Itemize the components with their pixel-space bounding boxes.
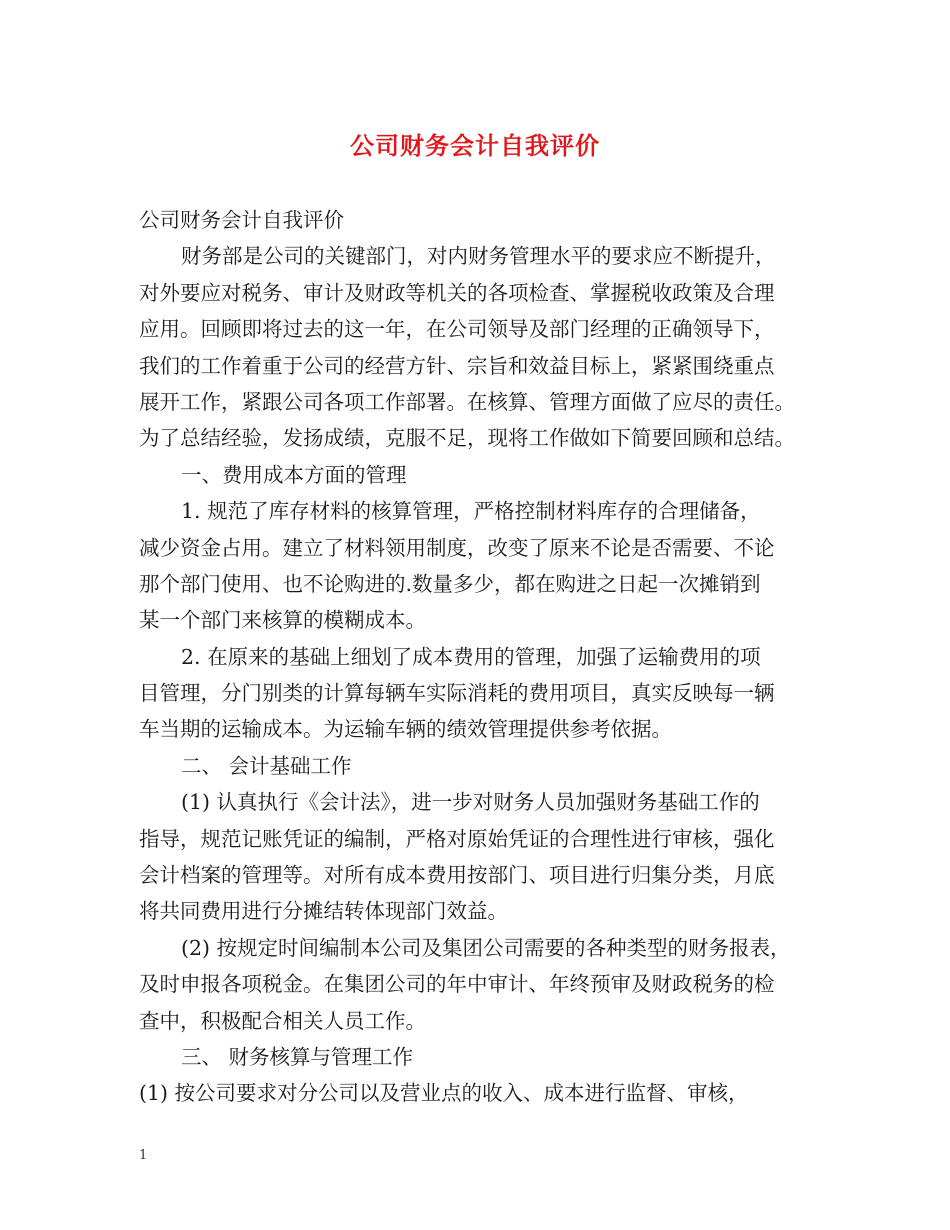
text-line: 应用。回顾即将过去的这一年，在公司领导及部门经理的正确领导下， [139,317,775,342]
text-line: 查中，积极配合相关人员工作。 [139,1008,426,1033]
page-number: 1 [139,1148,148,1163]
text-line: 减少资金占用。建立了材料领用制度，改变了原来不论是否需要、不论 [139,535,775,560]
text-line: (1) 按公司要求对分公司以及营业点的收入、成本进行监督、审核， [139,1081,749,1106]
text-line: 为了总结经验，发扬成绩，克服不足，现将工作做如下简要回顾和总结。 [139,426,795,451]
text-line: 及时申报各项税金。在集团公司的年中审计、年终预审及财政税务的检 [139,972,775,997]
text-line: 指导，规范记账凭证的编制，严格对原始凭证的合理性进行审核，强化 [139,826,775,851]
section-heading: 三、 财务核算与管理工作 [181,1044,414,1069]
text-line: 1. 规范了库存材料的核算管理，严格控制材料库存的合理储备， [181,499,761,524]
document-title: 公司财务会计自我评价 [350,131,600,160]
text-line: 某一个部门来核算的模糊成本。 [139,608,426,633]
text-line: 财务部是公司的关键部门，对内财务管理水平的要求应不断提升， [181,244,776,269]
text-line: 2. 在原来的基础上细划了成本费用的管理，加强了运输费用的项 [181,644,761,669]
text-line: 那个部门使用、也不论购进的.数量多少，都在购进之日起一次摊销到 [139,571,761,596]
text-line: 将共同费用进行分摊结转体现部门效益。 [139,899,508,924]
section-heading: 一、费用成本方面的管理 [181,462,407,487]
section-heading: 二、 会计基础工作 [181,753,352,778]
text-line: 展开工作，紧跟公司各项工作部署。在核算、管理方面做了应尽的责任。 [139,389,795,414]
text-line: 目管理，分门别类的计算每辆车实际消耗的费用项目，真实反映每一辆 [139,681,775,706]
text-line: (2) 按规定时间编制本公司及集团公司需要的各种类型的财务报表， [181,935,791,960]
text-line: 对外要应对税务、审计及财政等机关的各项检查、掌握税收政策及合理 [139,280,775,305]
text-line: 车当期的运输成本。为运输车辆的绩效管理提供参考依据。 [139,717,672,742]
text-line: (1) 认真执行《会计法》，进一步对财务人员加强财务基础工作的 [181,790,760,815]
text-line: 公司财务会计自我评价 [139,208,344,232]
text-line: 我们的工作着重于公司的经营方针、宗旨和效益目标上，紧紧围绕重点 [139,353,775,378]
text-line: 会计档案的管理等。对所有成本费用按部门、项目进行归集分类，月底 [139,863,775,888]
document-body [139,202,819,1112]
